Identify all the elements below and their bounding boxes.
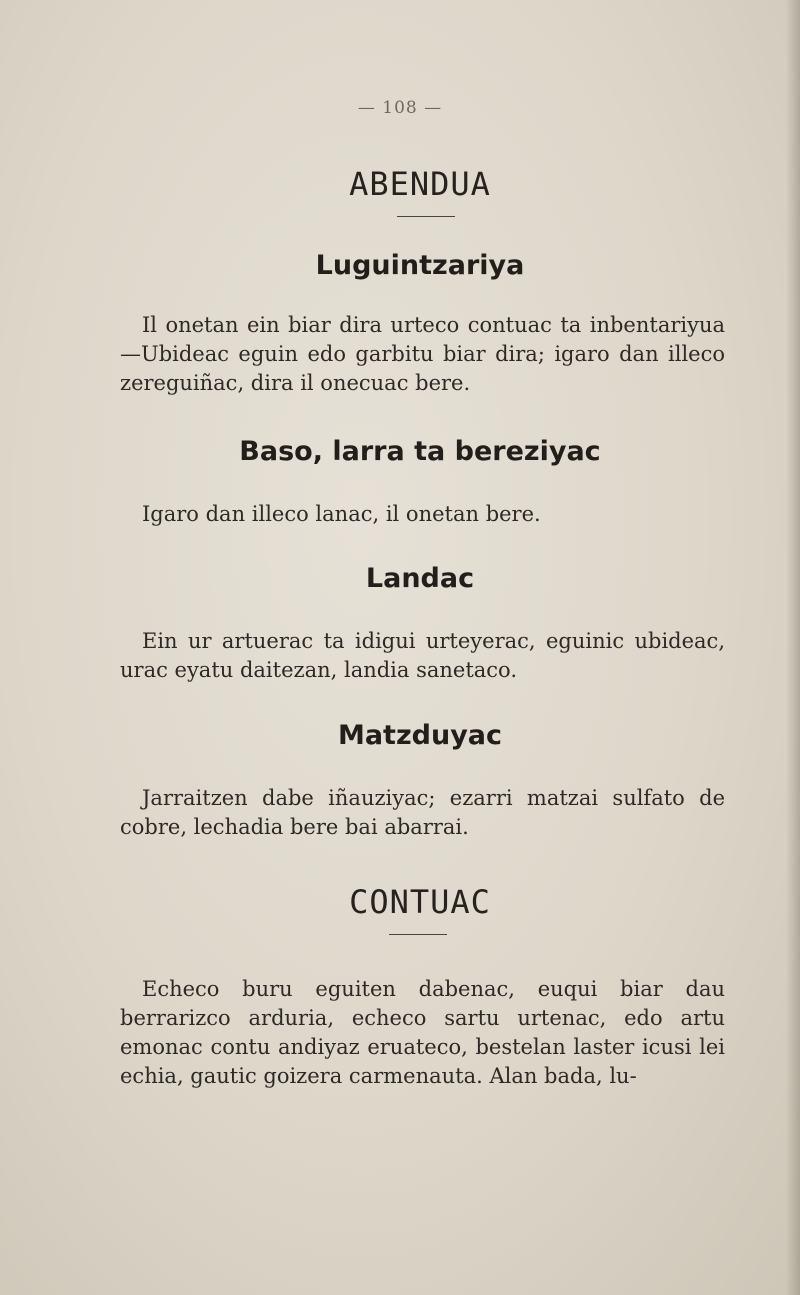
section-body: Ein ur artuerac ta idigui urteyerac, eguinic ubideac, urac eyatu daitezan, landia sanetaco. — [120, 629, 725, 682]
section-heading-matzduyac: Matzduyac — [337, 720, 503, 751]
closing-body: Echeco buru eguiten dabenac, euqui biar dau berrarizco arduria, echeco sartu urtenac, edo artu emonac contu andiyaz eruateco, bestelan laster icusi lei echia, gautic goizera carmenauta. Alan bada, lu- — [120, 977, 725, 1088]
section-text-landac — [120, 627, 725, 685]
section-text-baso — [120, 500, 725, 529]
section-heading-luguintzariya: Luguintzariya — [315, 250, 525, 281]
section-text-luguintzariya — [120, 311, 725, 398]
contuac-divider — [389, 934, 447, 935]
section-body: Il onetan ein biar dira urteco contuac ta inbentariyua—Ubideac eguin edo garbitu biar dira; igaro dan illeco zereguiñac, dira il onecuac bere. — [120, 313, 725, 395]
page-title: ABENDUA — [349, 165, 491, 203]
section-body: Jarraitzen dabe iñauziyac; ezarri matzai sulfato de cobre, lechadia bere bai abarrai. — [120, 786, 725, 839]
section-body: Igaro dan illeco lanac, il onetan bere. — [142, 502, 541, 526]
page-number: — 108 — — [357, 98, 443, 118]
section-text-matzduyac — [120, 784, 725, 842]
section-heading-landac: Landac — [365, 563, 475, 594]
section-heading-baso: Baso, larra ta bereziyac — [239, 436, 601, 467]
section-title-contuac: CONTUAC — [349, 883, 491, 921]
closing-paragraph — [120, 975, 725, 1091]
title-divider — [397, 216, 455, 217]
